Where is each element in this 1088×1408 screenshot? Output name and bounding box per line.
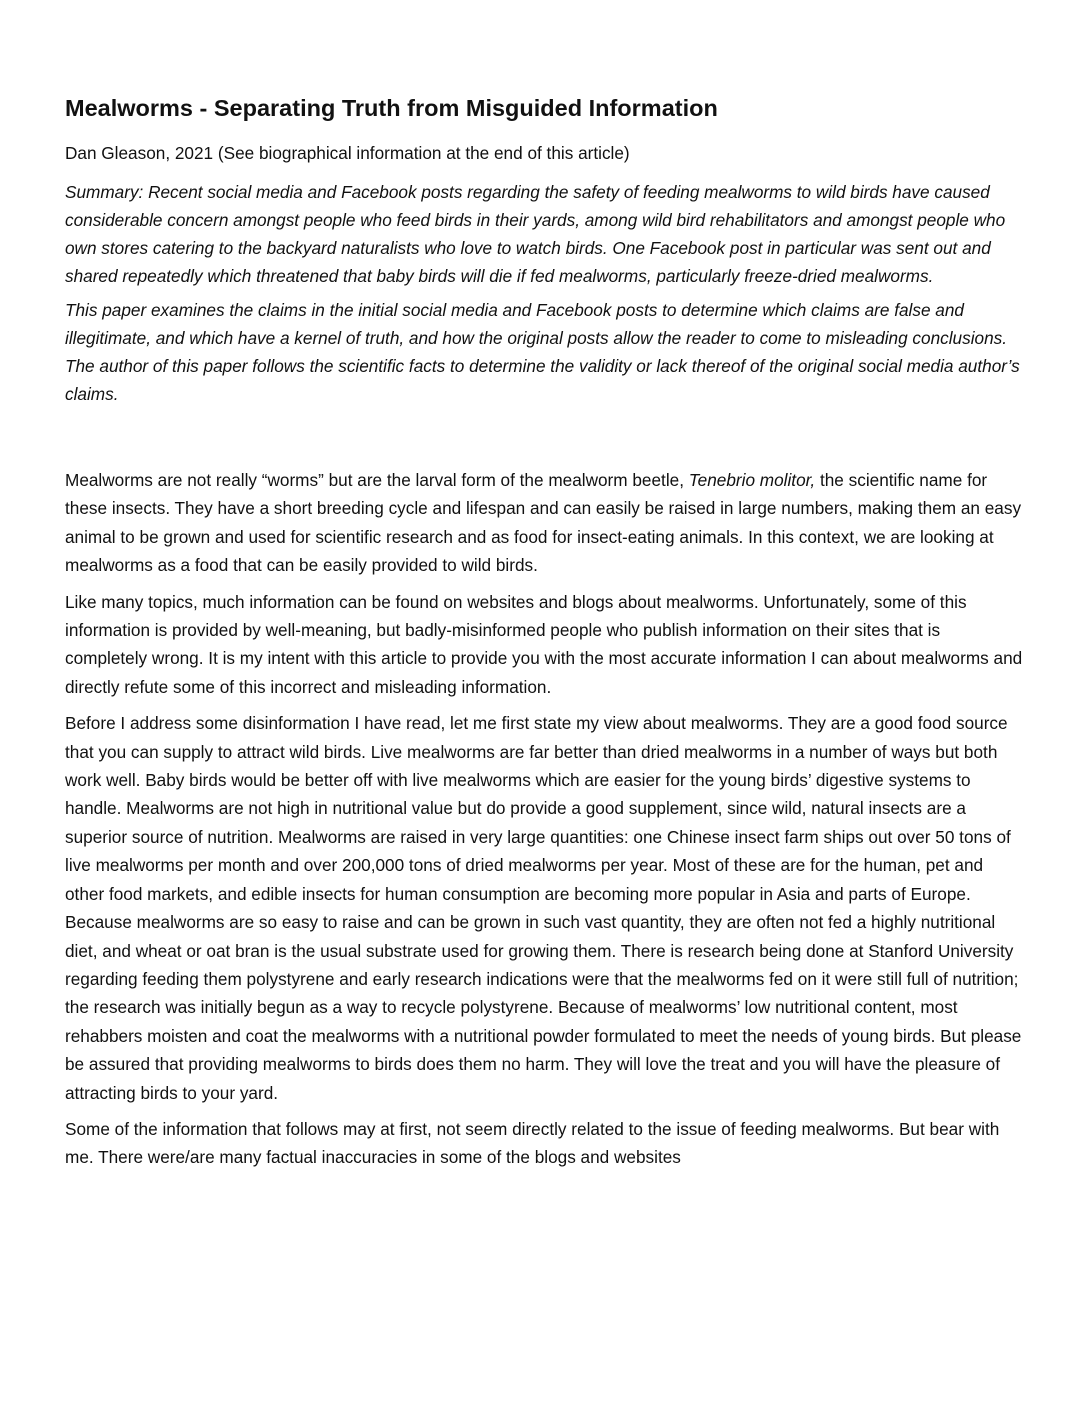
- summary-paragraph: This paper examines the claims in the initial social media and Facebook posts to determine which claims are false and illegitimate, and which have a kernel of truth, and how the original posts allow the reader to come to misleading conclusions. The author of this paper follows the scientific facts to determine the validity or lack thereof of the original social media author’s claims.: [65, 300, 1020, 404]
- body-paragraph: [65, 466, 1025, 580]
- section-spacer: [65, 414, 1025, 466]
- scientific-name: Tenebrio molitor,: [688, 470, 816, 490]
- paragraph-text: the scientific name for these insects. They have a short breeding cycle and lifespan and can easily be raised in large numbers, making them an easy animal to be grown and used for scientific research and as food for insect-eating animals. In this context, we are looking at mealworms as a food that can be easily provided to wild birds.: [65, 470, 1022, 576]
- body-paragraph: Some of the information that follows may at first, not seem directly related to the issue of feeding mealworms. But bear with me. There were/are many factual inaccuracies in some of the blogs and websites: [65, 1118, 1000, 1168]
- summary-paragraph: Summary: Recent social media and Facebook posts regarding the safety of feeding mealworms to wild birds have caused considerable concern amongst people who feed birds in their yards, among wild bird rehabilitators and amongst people who own stores catering to the backyard naturalists who love to watch birds. One Facebook post in particular was sent out and shared repeatedly which threatened that baby birds will die if fed mealworms, particularly freeze-dried mealworms.: [65, 182, 1006, 286]
- body-paragraph: Before I address some disinformation I have read, let me first state my view about mealworms. They are a good food source that you can supply to attract wild birds. Live mealworms are far better than dried mealworms in a number of ways but both work well. Baby birds would be better off with live mealworms which are easier for the young birds’ digestive systems to handle. Mealworms are not high in nutritional value but do provide a good supplement, since wild, natural insects are a superior source of nutrition. Mealworms are raised in very large quantities: one Chinese insect farm ships out over 50 tons of live mealworms per month and over 200,000 tons of dried mealworms per year. Most of these are for the human, pet and other food markets, and edible insects for human consumption are becoming more popular in Asia and parts of Europe. Because mealworms are so easy to raise and can be grown in such vast quantity, they are often not fed a highly nutritional diet, and wheat or oat bran is the usual substrate used for growing them. There is research being done at Stanford University regarding feeding them polystyrene and early research indications were that the mealworms fed on it were still full of nutrition; the research was initially begun as a way to recycle polystyrene. Because of mealworms’ low nutritional content, most rehabbers moisten and coat the mealworms with a nutritional powder formulated to meet the needs of young birds. But please be assured that providing mealworms to birds does them no harm. They will love the treat and you will have the pleasure of attracting birds to your yard.: [65, 713, 1022, 1103]
- document-content: [65, 92, 1025, 1180]
- paragraph-text: Mealworms are not really “worms” but are the larval form of the mealworm beetle,: [65, 470, 689, 490]
- body-paragraph: Like many topics, much information can be found on websites and blogs about mealworms. Unfortunately, some of this information is provided by well-meaning, but badly-misinformed people who publish information on their sites that is completely wrong. It is my intent with this article to provide you with the most accurate information I can about mealworms and directly refute some of this incorrect and misleading information.: [65, 591, 1023, 697]
- author-byline: Dan Gleason, 2021 (See biographical information at the end of this article): [65, 143, 630, 163]
- document-title: Mealworms - Separating Truth from Misguided Information: [65, 95, 718, 121]
